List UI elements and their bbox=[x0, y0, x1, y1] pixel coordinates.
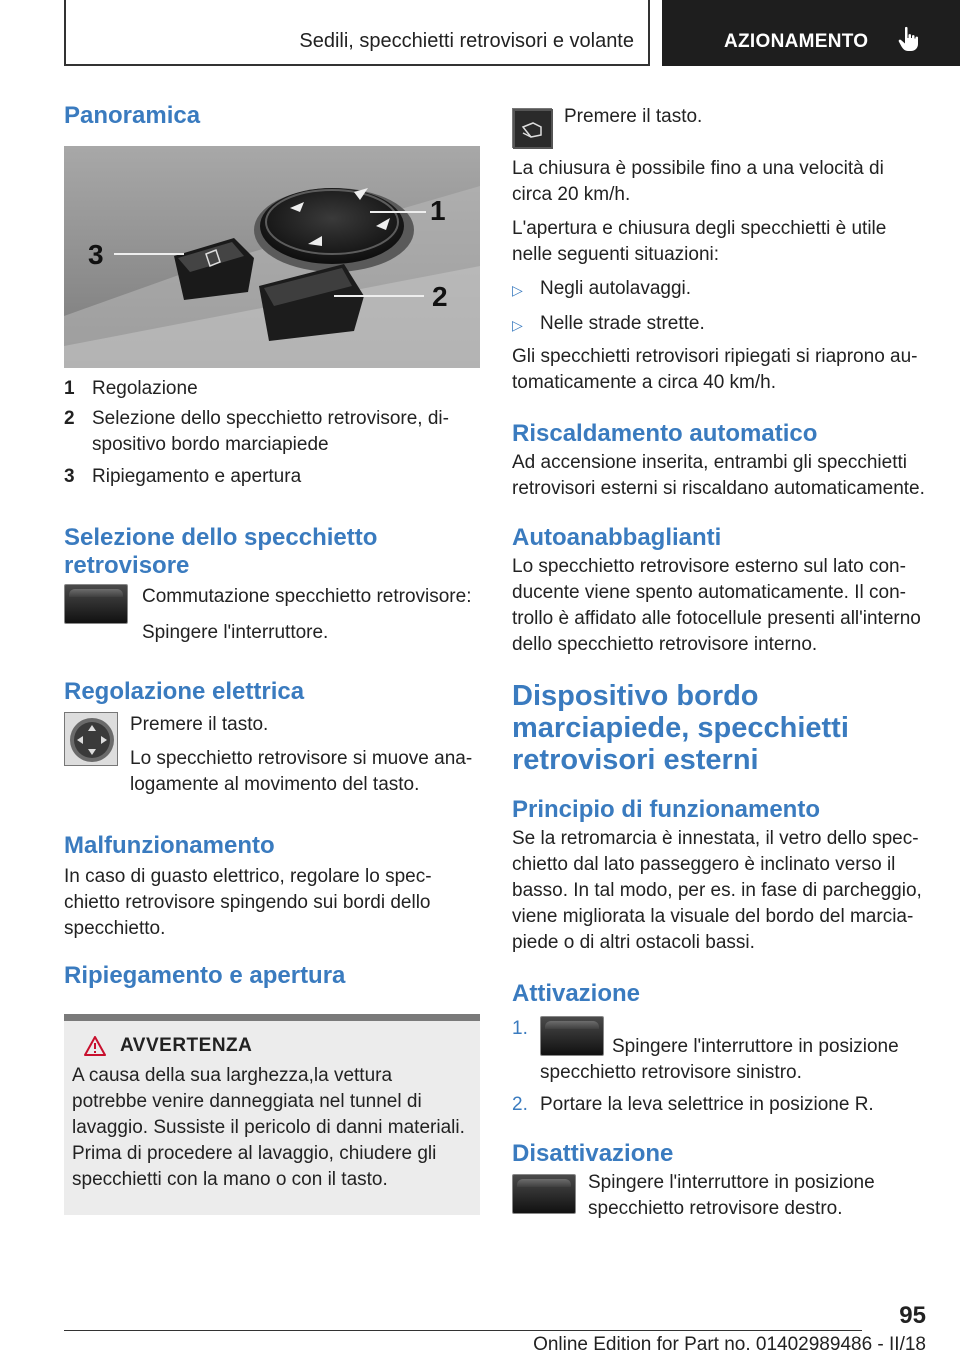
header-rule-bottom bbox=[64, 64, 650, 66]
warning-text: A causa della sua larghezza,la vettura potrebbe venire danneggiata nel tunnel di lavaggio. Sussiste il pericolo di danni materiali. Prima di procedere al lavaggio, chiudere gli specchietti con la mano o con il tasto. bbox=[72, 1065, 465, 1190]
warning-triangle-icon bbox=[84, 1036, 106, 1056]
attivazione-title: Attivazione bbox=[512, 980, 641, 1007]
section-title: Sedili, specchietti retrovisori e volante bbox=[299, 30, 634, 52]
figure-label-2: 2 bbox=[432, 281, 448, 312]
mirror-switch-figure bbox=[64, 146, 480, 368]
selezione-title: Selezione dello specchietto retrovisore bbox=[64, 524, 378, 579]
mirror-selector-switch-icon bbox=[64, 584, 128, 624]
principio-text: Se la retromarcia è innestata, il vetro dello specchietto dal lato passeggero è inclinato verso il basso. In tal modo, per es. in fase di parcheggio, viene migliorata la visuale del bordo del marciapiede o di altri ostacoli bassi. bbox=[512, 828, 922, 953]
triangle-bullet-icon: ▷ bbox=[512, 317, 523, 333]
legend-number: 3 bbox=[64, 466, 75, 487]
warning-title: AVVERTENZA bbox=[120, 1035, 253, 1056]
regolazione-block bbox=[64, 712, 480, 798]
list-item bbox=[512, 311, 928, 338]
autoanabbaglianti-text: Lo specchietto retrovisore esterno sul lato conducente viene spento automaticamente. Il controllo è affidato alle fotocellule presenti all'interno dello specchietto retrovisore interno. bbox=[512, 556, 921, 655]
figure-legend bbox=[64, 376, 480, 490]
right-column bbox=[512, 96, 928, 1222]
adjustment-knob-icon bbox=[64, 712, 118, 766]
selezione-text1: Commutazione specchietto retrovisore: bbox=[142, 586, 472, 607]
page-number: 95 bbox=[899, 1302, 926, 1329]
step-number: 1. bbox=[512, 1018, 528, 1039]
figure-label-3: 3 bbox=[88, 239, 104, 270]
selezione-text2: Spingere l'interruttore. bbox=[142, 622, 329, 643]
step-text: Portare la leva selettrice in posizione R. bbox=[540, 1094, 874, 1115]
apertura-text: L'apertura e chiusura degli specchietti è utile nelle seguenti situazioni: bbox=[512, 218, 887, 265]
footer-rule bbox=[64, 1330, 862, 1331]
step-item bbox=[512, 1016, 928, 1086]
attivazione-steps bbox=[512, 1016, 928, 1118]
premere-text: Premere il tasto. bbox=[564, 106, 703, 127]
mirror-switch-illustration bbox=[64, 146, 480, 368]
regolazione-text1: Premere il tasto. bbox=[130, 714, 269, 735]
legend-item bbox=[64, 376, 480, 402]
mirror-selector-switch-icon bbox=[540, 1016, 604, 1056]
legend-text: Regolazione bbox=[92, 378, 198, 399]
list-item bbox=[512, 276, 928, 303]
page-header bbox=[0, 0, 960, 66]
chapter-tab bbox=[662, 0, 960, 66]
riscaldamento-title: Riscaldamento automatico bbox=[512, 420, 818, 447]
principio-title: Principio di funzionamento bbox=[512, 796, 820, 823]
left-column bbox=[64, 96, 480, 1215]
riscaldamento-text: Ad accensione inserita, entrambi gli specchietti retrovisori esterni si riscaldano automaticamente. bbox=[512, 452, 925, 499]
header-rule-left bbox=[64, 0, 66, 66]
panoramica-title: Panoramica bbox=[64, 102, 201, 129]
legend-item bbox=[64, 464, 480, 490]
step-text: Spingere l'interruttore in posizione specchietto retrovisore sinistro. bbox=[540, 1036, 899, 1083]
disattivazione-text: Spingere l'interruttore in posizione specchietto retrovisore destro. bbox=[588, 1172, 875, 1219]
malfunzionamento-title: Malfunzionamento bbox=[64, 832, 275, 859]
regolazione-text2: Lo specchietto retrovisore si muove analogamente al movimento del tasto. bbox=[130, 748, 473, 795]
selezione-block bbox=[64, 584, 480, 646]
hand-pointer-icon bbox=[898, 26, 920, 52]
disattivazione-title: Disattivazione bbox=[512, 1140, 674, 1167]
step-item bbox=[512, 1092, 928, 1118]
ripiegamento-title: Ripiegamento e apertura bbox=[64, 962, 346, 989]
regolazione-title: Regolazione elettrica bbox=[64, 678, 305, 705]
riapertura-text: Gli specchietti retrovisori ripiegati si riaprono automaticamente a circa 40 km/h. bbox=[512, 346, 918, 393]
warning-box bbox=[64, 1014, 480, 1215]
fold-button-block bbox=[512, 108, 928, 148]
figure-label-1: 1 bbox=[430, 195, 446, 226]
malfunzionamento-text: In caso di guasto elettrico, regolare lo specchietto retrovisore spingendo sui bordi dello specchietto. bbox=[64, 866, 432, 939]
list-item-text: Nelle strade strette. bbox=[540, 313, 705, 334]
triangle-bullet-icon: ▷ bbox=[512, 282, 523, 298]
legend-number: 1 bbox=[64, 378, 75, 399]
autoanabbaglianti-title: Autoanabbaglianti bbox=[512, 524, 722, 551]
chapter-title: AZIONAMENTO bbox=[724, 31, 869, 52]
dispositivo-title: Dispositivo bordo marciapiede, specchietti retrovisori esterni bbox=[512, 680, 849, 776]
legend-text: Ripiegamento e apertura bbox=[92, 466, 302, 487]
legend-text: Selezione dello specchietto retrovisore, dispositivo bordo marciapiede bbox=[92, 408, 449, 455]
legend-item bbox=[64, 406, 480, 458]
warning-header bbox=[72, 1035, 472, 1057]
disattivazione-block bbox=[512, 1174, 928, 1222]
legend-number: 2 bbox=[64, 408, 75, 429]
edition-text: Online Edition for Part no. 01402989486 - II/18 bbox=[533, 1334, 926, 1355]
list-item-text: Negli autolavaggi. bbox=[540, 278, 692, 299]
chiusura-text: La chiusura è possibile fino a una velocità di circa 20 km/h. bbox=[512, 158, 884, 205]
mirror-selector-switch-icon bbox=[512, 1174, 576, 1214]
header-rule-mid bbox=[648, 0, 650, 66]
fold-mirror-button-icon bbox=[512, 108, 552, 148]
step-number: 2. bbox=[512, 1094, 528, 1115]
situazioni-list bbox=[512, 276, 928, 338]
